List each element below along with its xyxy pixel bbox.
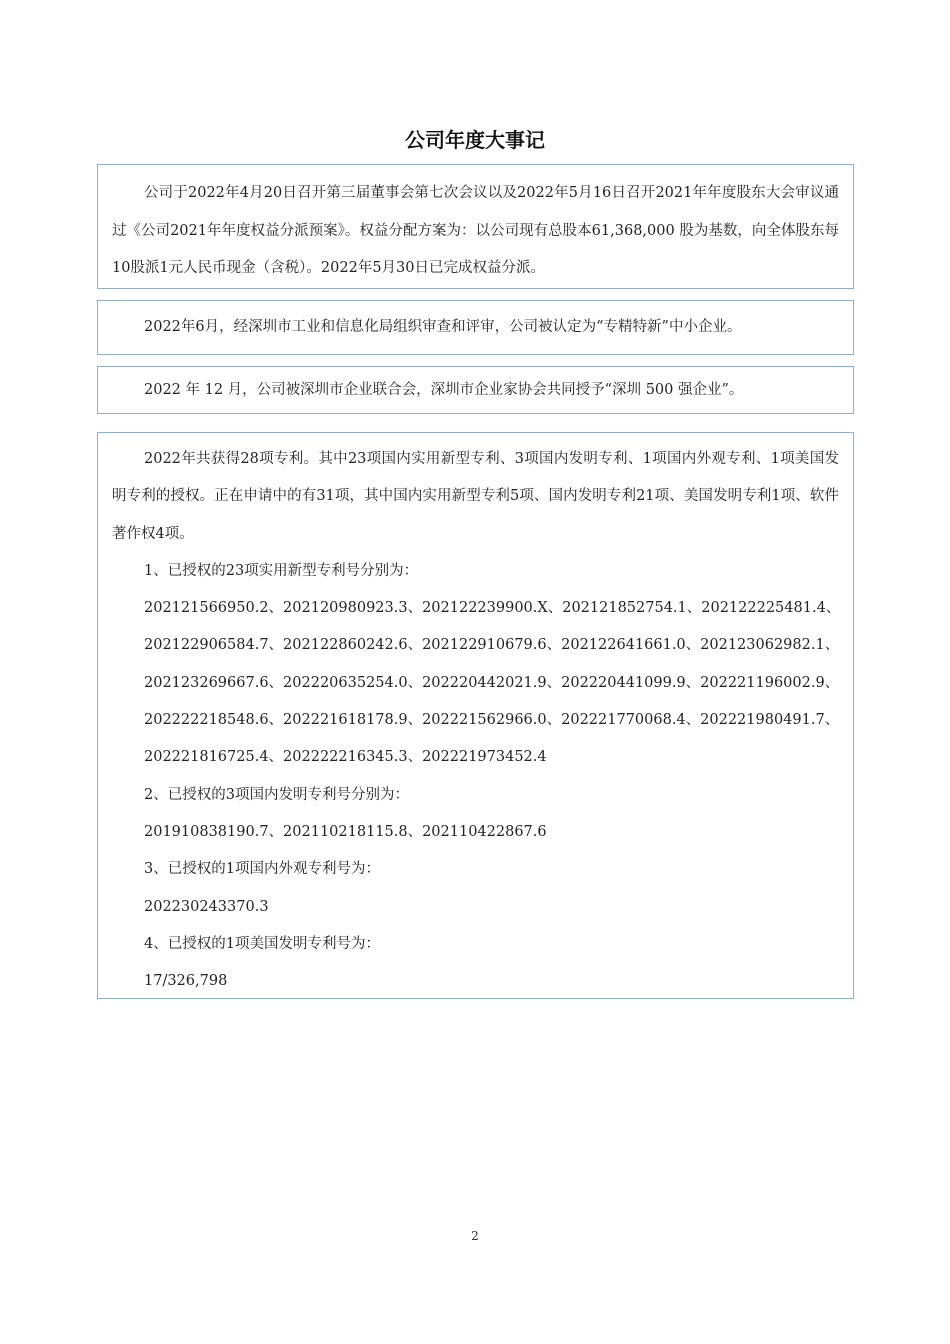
- design-patent-line: 202230243370.3: [144, 898, 269, 915]
- event-dividend-text: 公司于2022年4月20日召开第三届董事会第七次会议以及2022年5月16日召开2021年年度股东大会审议通过《公司2021年年度权益分派预案》。权益分配方案为：以公司现有总股本61,368,000 股为基数，向全体股东每10股派1元人民币现金（含税）。2022年5月30日已完成权益分派。: [112, 185, 839, 276]
- utility-patents-line: 202221816725.4、202222216345.3、202221973452.4: [144, 749, 547, 766]
- event-box-patents: [97, 432, 854, 999]
- event-top500-text: 2022 年 12 月，公司被深圳市企业联合会，深圳市企业家协会共同授予“深圳 500 强企业”。: [144, 382, 744, 398]
- utility-patents-line: 202121566950.2、202120980923.3、202122239900.X、202121852754.1、202122225481.4、: [144, 600, 841, 617]
- patents-summary: 2022年共获得28项专利。其中23项国内实用新型专利、3项国内发明专利、1项国内外观专利、1项美国发明专利的授权。正在申请中的有31项，其中国内实用新型专利5项、国内发明专利21项、美国发明专利1项、软件著作权4项。: [112, 451, 839, 542]
- us-patent-line: 17/326,798: [144, 973, 228, 990]
- event-specialized-text: 2022年6月，经深圳市工业和信息化局组织审查和评审，公司被认定为“专精特新”中小企业。: [144, 319, 742, 335]
- us-patent-heading: 4、已授权的1项美国发明专利号为：: [144, 935, 380, 952]
- page-title: 公司年度大事记: [405, 128, 545, 152]
- utility-patents-line: 202123269667.6、202220635254.0、202220442021.9、202220441099.9、202221196002.9、: [144, 674, 840, 691]
- design-patent-heading: 3、已授权的1项国内外观专利号为：: [144, 861, 380, 878]
- utility-patents-line: 202122906584.7、202122860242.6、202122910679.6、202122641661.0、202123062982.1、: [144, 637, 840, 654]
- invention-patents-heading: 2、已授权的3项国内发明专利号分别为：: [144, 786, 409, 803]
- page-number: 2: [471, 1229, 479, 1243]
- invention-patents-line: 201910838190.7、202110218115.8、202110422867.6: [144, 823, 547, 840]
- event-box-dividend: [97, 164, 854, 289]
- event-box-top500: [97, 366, 854, 414]
- event-box-specialized: [97, 300, 854, 355]
- utility-patents-heading: 1、已授权的23项实用新型专利号分别为：: [144, 562, 419, 579]
- utility-patents-line: 202222218548.6、202221618178.9、202221562966.0、202221770068.4、202221980491.7、: [144, 712, 840, 729]
